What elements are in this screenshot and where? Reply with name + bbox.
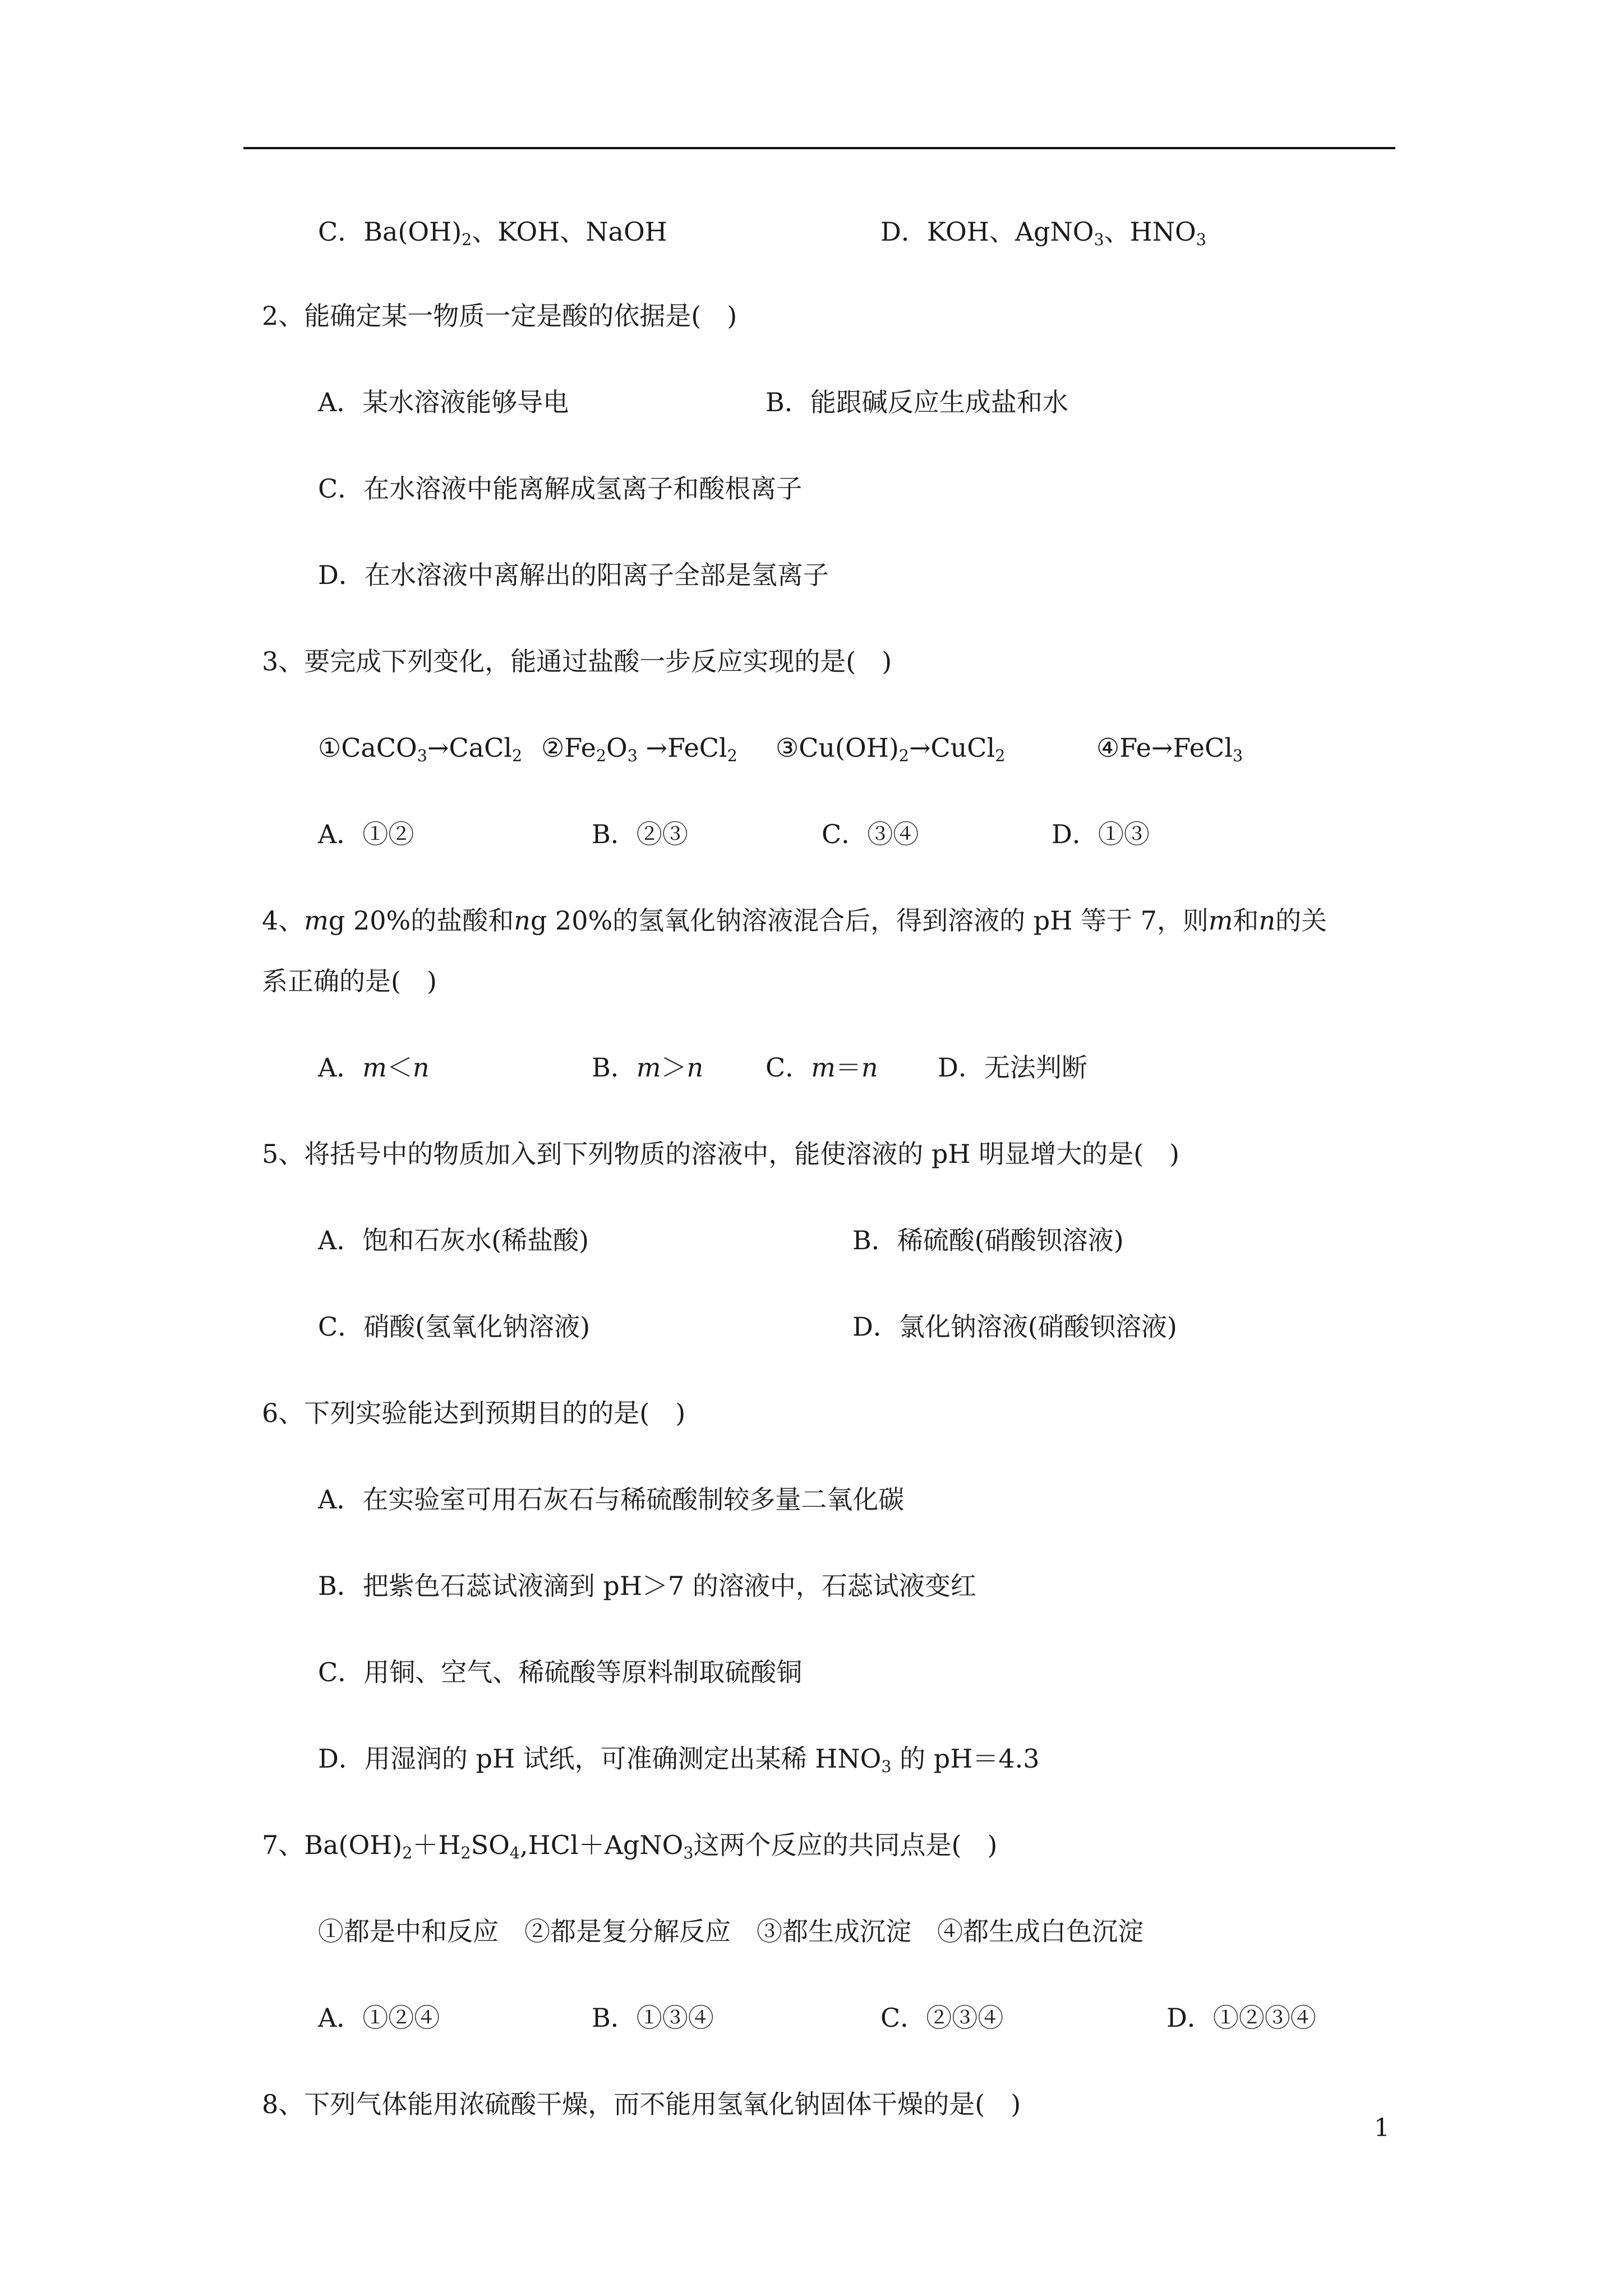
q2-option-b: B．能跟碱反应生成盐和水 <box>766 387 1068 417</box>
q3-reaction-1: ①CaCO$_3$→CaCl$_2$ <box>318 733 523 765</box>
q5-option-c: C．硝酸(氢氧化钠溶液) <box>318 1312 591 1342</box>
q8-stem: 8、下列气体能用浓硫酸干燥，而不能用氢氧化钠固体干燥的是( ) <box>262 2089 1021 2119</box>
q1-option-d: D．KOH、AgNO$_3$、$HNO_3$ <box>880 217 1206 249</box>
q7-option-a: A．①②④ <box>318 2003 440 2033</box>
q5-option-b: B．稀硫酸(硝酸钡溶液) <box>852 1225 1124 1255</box>
header-rule <box>243 147 1395 149</box>
q2-option-c: C．在水溶液中能离解成氢离子和酸根离子 <box>318 473 803 504</box>
q4-stem-line1: 4、mg 20%的盐酸和ng 20%的氢氧化钠溶液混合后，得到溶液的 pH 等于 7，则m和n的关 <box>262 905 1327 936</box>
q3-reaction-2: $②Fe_2O_3$ →FeCl$_2$ <box>541 733 737 765</box>
q3-option-d: D．①③ <box>1052 819 1150 849</box>
q3-reaction-4: ④Fe→FeCl$_3$ <box>1096 733 1243 765</box>
q6-option-d: D．用湿润的 pH 试纸，可准确测定出某稀 $HNO_3$ 的 pH＝4.3 <box>318 1743 1040 1776</box>
q2-option-a: A．某水溶液能够导电 <box>318 387 569 417</box>
q3-stem: 3、要完成下列变化，能通过盐酸一步反应实现的是( ) <box>262 646 892 677</box>
q6-stem: 6、下列实验能达到预期目的的是( ) <box>262 1398 686 1428</box>
q7-stem: 7、$Ba(OH)_2+H_2SO_4,HCl+AgNO_3$这两个反应的共同点是( ) <box>262 1830 998 1862</box>
q4-stem-line2: 系正确的是( ) <box>262 966 437 996</box>
q3-option-a: A．①② <box>318 819 414 849</box>
q7-option-d: D．①②③④ <box>1166 2003 1316 2033</box>
q5-option-d: D．氯化钠溶液(硝酸钡溶液) <box>852 1312 1177 1342</box>
q3-option-b: B．②③ <box>592 819 688 849</box>
page-number: 1 <box>1374 2114 1390 2142</box>
q2-option-d: D．在水溶液中离解出的阳离子全部是氢离子 <box>318 560 829 590</box>
q7-option-b: B．①③④ <box>592 2003 714 2033</box>
q1-option-c: C．$Ba(OH)_2$、KOH、NaOH <box>318 217 667 249</box>
q2-stem: 2、能确定某一物质一定是酸的依据是( ) <box>262 301 737 331</box>
q7-items: ①都是中和反应 ②都是复分解反应 ③都生成沉淀 ④都生成白色沉淀 <box>318 1916 1144 1947</box>
q6-option-a: A．在实验室可用石灰石与稀硫酸制较多量二氧化碳 <box>318 1484 905 1515</box>
q7-option-c: C．②③④ <box>880 2003 1004 2033</box>
q4-option-c: C．m＝n <box>766 1052 878 1083</box>
q3-reaction-3: $③Cu(OH)_2\to CuCl_2$ <box>776 733 1006 765</box>
q4-option-a: A．m＜n <box>318 1052 430 1083</box>
q5-stem: 5、将括号中的物质加入到下列物质的溶液中，能使溶液的 pH 明显增大的是( ) <box>262 1139 1179 1169</box>
q4-option-b: B．m＞n <box>592 1052 704 1083</box>
q4-option-d: D．无法判断 <box>938 1052 1087 1083</box>
q5-option-a: A．饱和石灰水(稀盐酸) <box>318 1225 589 1255</box>
q6-option-c: C．用铜、空气、稀硫酸等原料制取硫酸铜 <box>318 1657 803 1687</box>
q3-option-c: C．③④ <box>822 819 919 849</box>
q6-option-b: B．把紫色石蕊试液滴到 pH＞7 的溶液中，石蕊试液变红 <box>318 1571 976 1601</box>
